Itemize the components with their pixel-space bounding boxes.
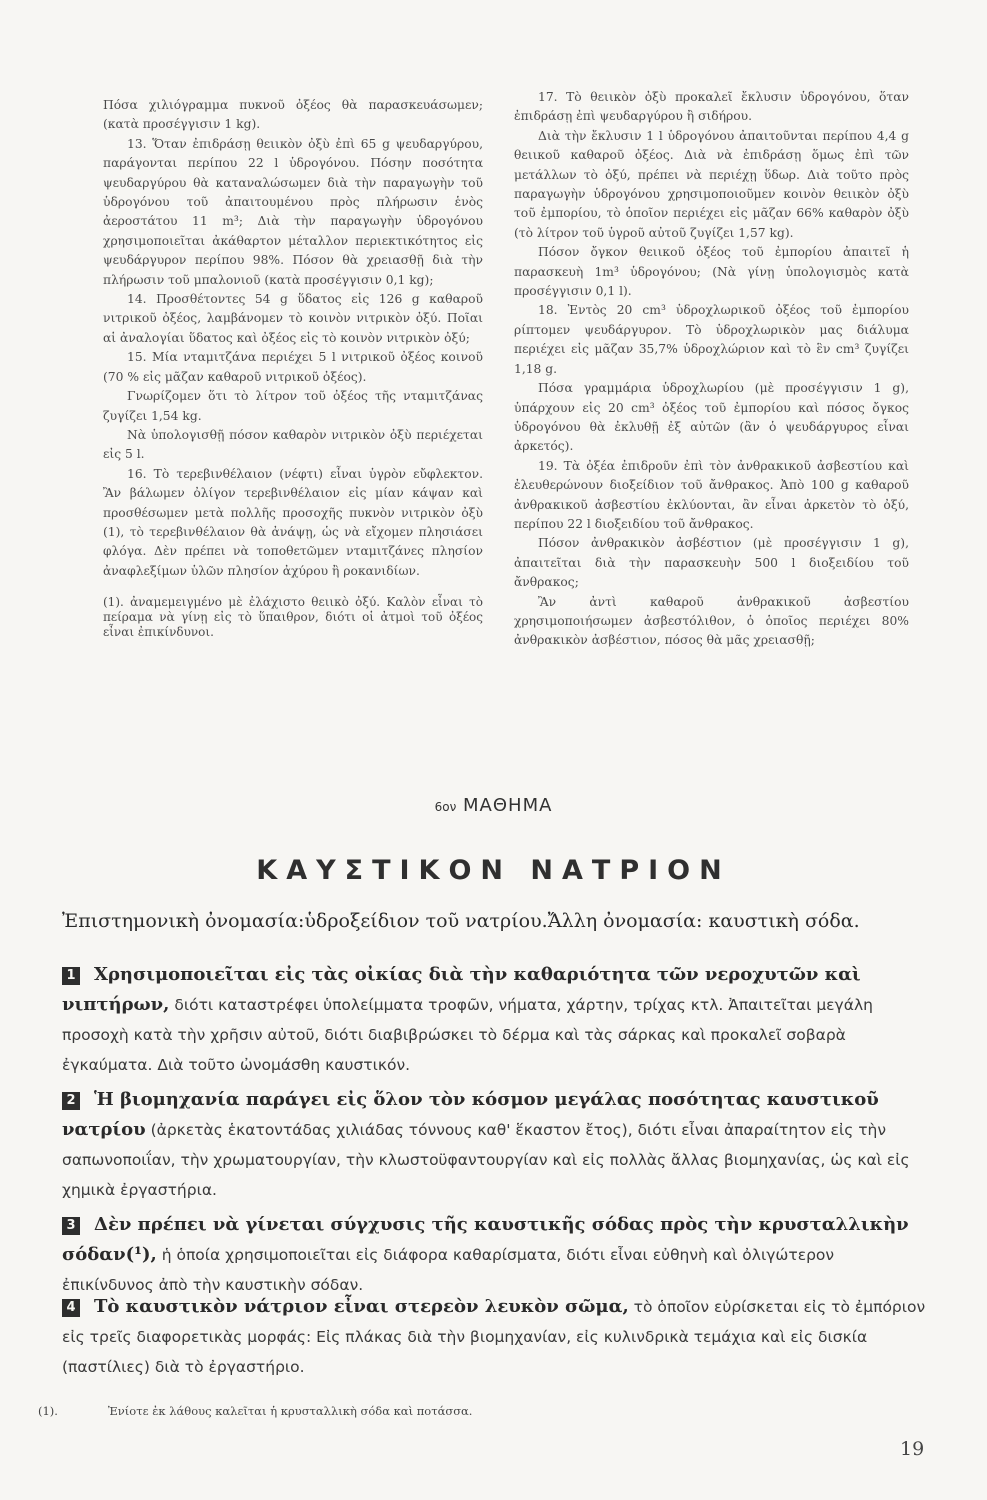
paragraph-number: 2 — [62, 1092, 80, 1110]
exercise-15: 15. Μία νταμιτζάνα περιέχει 5 l νιτρικοῦ ὀξέος κοινοῦ (70 % εἰς μᾶζαν καθαροῦ νιτρικοῦ ὀξέος). — [103, 350, 483, 384]
exercise-17: 17. Τὸ θειικὸν ὀξὺ προκαλεῖ ἔκλυσιν ὑδρογόνου, ὅταν ἐπιδράσῃ ἐπὶ ψευδαργύρου ἢ σιδήρου. — [514, 90, 909, 124]
paragraph-number: 1 — [62, 967, 80, 985]
paragraph-number: 4 — [62, 1299, 80, 1317]
exercise-text: Πόσα χιλιόγραμμα πυκνοῦ ὀξέος θὰ παρασκευάσωμεν; (κατὰ προσέγγισιν 1 kg). — [103, 98, 483, 132]
paragraph-number: 3 — [62, 1217, 80, 1235]
exercise-17-text: Διὰ τὴν ἔκλυσιν 1 l ὑδρογόνου ἀπαιτοῦνται περίπου 4,4 g θειικοῦ καθαροῦ ὀξέος. Διὰ νὰ ἐπιδράσῃ ὅμως ἐπὶ τῶν μετάλλων τὸ ὀξύ, πρέπει νὰ περιέχῃ ὕδωρ. Διὰ τοῦτο πρὸς παραγωγὴν ὑδρογόνου χρησιμοποιοῦμεν κοινὸν θειικὸν ὀξὺ τοῦ ἐμπορίου, τὸ ὁποῖον περιέχει εἰς μᾶζαν 66% καθαρὸν ὀξὺ (τὸ λίτρον τοῦ ὑγροῦ αὐτοῦ ζυγίζει 1,57 kg). — [514, 128, 909, 240]
exercise-16: 16. Τὸ τερεβινθέλαιον (νέφτι) εἶναι ὑγρὸν εὔφλεκτον. Ἂν βάλωμεν ὀλίγον τερεβινθέλαιον εἰς μίαν κάψαν καὶ προσθέσωμεν μετὰ πολλῆς προσοχῆς πυκνὸν νιτρικὸν ὀξὺ (1), τὸ τερεβινθέλαιον θὰ ἀνάψῃ, ὡς νὰ εἴχομεν πλησιάσει φλόγα. Δὲν πρέπει νὰ τοποθετῶμεν νταμιτζάνες πλησίον ἀναφλεξίμων ὑλῶν πλησίον ἀχύρου ἢ ροκανιδίων. — [103, 466, 483, 578]
paragraph-lead: Ἡ βιομηχανία παράγει εἰς ὅλον τὸν κόσμον μεγάλας ποσότητας καυστικοῦ νατρίου — [62, 1089, 879, 1140]
exercise-14: 14. Προσθέτοντες 54 g ὕδατος εἰς 126 g καθαροῦ νιτρικοῦ ὀξέος, λαμβάνομεν τὸ κοινὸν νιτρικὸν ὀξύ. Ποῖαι αἱ ἀναλογίαι ὕδατος καὶ ὀξέος εἰς τὸ κοινὸν νιτρικὸν ὀξύ; — [103, 292, 483, 345]
paragraph-4 — [62, 1292, 930, 1382]
paragraph-3 — [62, 1210, 930, 1300]
paragraph-body: διότι καταστρέφει ὑπολείμματα τροφῶν, νήματα, χάρτην, τρίχας κτλ. Ἀπαιτεῖται μεγάλη προσοχὴ κατὰ τὴν χρῆσιν αὐτοῦ, διότι διαβιβρώσκει τὸ δέρμα καὶ τὰς σάρκας καὶ προκαλεῖ σοβαρὰ ἐγκαύματα. Διὰ τοῦτο ὠνομάσθη καυστικόν. — [62, 996, 873, 1074]
footnote-text: Ἐνίοτε ἐκ λάθους καλεῖται ἡ κρυσταλλικὴ σόδα καὶ ποτάσσα. — [108, 1404, 473, 1418]
page-number: 19 — [900, 1438, 925, 1460]
exercise-15-note: Γνωρίζομεν ὅτι τὸ λίτρον τοῦ ὀξέος τῆς νταμιτζάνας ζυγίζει 1,54 kg. — [103, 389, 483, 423]
exercise-18-question: Πόσα γραμμάρια ὑδροχλωρίου (μὲ προσέγγισιν 1 g), ὑπάρχουν εἰς 20 cm³ ὀξέος τοῦ ἐμπορίου καὶ πόσος ὄγκος ὑδρογόνου θὰ ἐκλυθῇ ἐξ αὐτῶν (ἂν ὁ ψευδάργυρος εἶναι ἀρκετός). — [514, 381, 909, 454]
paragraph-lead: Δὲν πρέπει νὰ γίνεται σύγχυσις τῆς καυστικῆς σόδας πρὸς τὴν κρυσταλλικὴν σόδαν(¹), — [62, 1214, 909, 1265]
exercise-19-followup: Ἂν ἀντὶ καθαροῦ ἀνθρακικοῦ ἀσβεστίου χρησιμοποιήσωμεν ἀσβεστόλιθον, ὁ ὁποῖος περιέχει 80% ἀνθρακικὸν ἀσβέστιον, πόσος θὰ μᾶς χρειασθῇ; — [514, 594, 909, 648]
paragraph-body: ἡ ὁποία χρησιμοποιεῖται εἰς διάφορα καθαρίσματα, διότι εἶναι εὐθηνὴ καὶ ὀλιγώτερον ἐπικίνδυνος ἀπὸ τὴν καυστικὴν σόδαν. — [62, 1246, 835, 1294]
paragraph-body: (ἀρκετὰς ἑκατοντάδας χιλιάδας τόννους καθ' ἕκαστον ἔτος), διότι εἶναι ἀπαραίτητον εἰς τὴν σαπωνοποιΐαν, τὴν χρωματουργίαν, τὴν κλωστοϋφαντουργίαν καὶ εἰς πολλὰς ἄλλας βιομηχανίας, ὡς καὶ εἰς χημικὰ ἐργαστήρια. — [62, 1121, 910, 1199]
paragraph-2 — [62, 1085, 930, 1205]
exercise-19: 19. Τὰ ὀξέα ἐπιδροῦν ἐπὶ τὸν ἀνθρακικοῦ ἀσβεστίου καὶ ἐλευθερώνουν διοξείδιον τοῦ ἄνθρακος. Ἀπὸ 100 g καθαροῦ ἀνθρακικοῦ ἀσβεστίου ἐκλύονται, ἂν εἶναι ἀρκετὸν τὸ ὀξύ, περίπου 22 l διοξειδίου τοῦ ἄνθρακος. — [514, 458, 909, 531]
paragraph-body: τὸ ὁποῖον εὑρίσκεται εἰς τὸ ἐμπόριον εἰς τρεῖς διαφορετικὰς μορφάς: Εἰς πλάκας διὰ τὴν βιομηχανίαν, εἰς κυλινδρικὰ τεμάχια καὶ εἰς δισκία (παστίλιες) διὰ τὸ ἐργαστήριο. — [62, 1298, 926, 1376]
footnote-mark: (1). — [38, 1404, 58, 1418]
chapter-subtitle: Ἐπιστημονικὴ ὀνομασία:ὑδροξείδιον τοῦ νατρίου.Ἄλλη ὀνομασία: καυστικὴ σόδα. — [62, 910, 860, 932]
exercise-13: 13. Ὅταν ἐπιδράσῃ θειικὸν ὀξὺ ἐπὶ 65 g ψευδαργύρου, παράγονται περίπου 22 l ὑδρογόνου. Πόσην ποσότητα ψευδαργύρου θὰ καταναλώσωμεν διὰ τὴν παραγωγὴν τοῦ ὑδρογόνου τοῦ ἀπαιτουμένου πρὸς πλήρωσιν ἑνὸς ἀεροστάτου 11 m³; Διὰ τὴν παραγωγὴν ὑδρογόνου χρησιμοποιεῖται ἀκάθαρτον μέταλλον περιεκτικότητος εἰς ψευδάργυρον περίπου 98%. Πόσον θὰ χρειασθῇ διὰ τὴν πλήρωσιν τοῦ μπαλονιοῦ (κατὰ προσέγγισιν 0,1 kg); — [103, 136, 483, 287]
chapter-title: ΚΑΥΣΤΙΚΟΝ ΝΑΤΡΙΟΝ — [256, 855, 731, 886]
exercises-left-column — [103, 96, 483, 640]
exercise-17-question: Πόσον ὄγκον θειικοῦ ὀξέος τοῦ ἐμπορίου ἀπαιτεῖ ἡ παρασκευὴ 1m³ ὑδρογόνου; (Νὰ γίνῃ ὑπολογισμὸς κατὰ προσέγγισιν 0,1 l). — [514, 245, 909, 299]
exercise-19-question: Πόσον ἀνθρακικὸν ἀσβέστιον (μὲ προσέγγισιν 1 g), ἀπαιτεῖται διὰ τὴν παρασκευὴν 500 l διοξειδίου τοῦ ἄνθρακος; — [514, 536, 909, 590]
lesson-heading — [0, 795, 987, 816]
paragraph-1 — [62, 960, 930, 1080]
lesson-number: 6ον — [434, 800, 457, 814]
exercises-right-column — [514, 88, 909, 651]
exercise-15-question: Νὰ ὑπολογισθῇ πόσον καθαρὸν νιτρικὸν ὀξὺ περιέχεται εἰς 5 l. — [103, 427, 483, 462]
left-footnote: (1). ἀναμεμειγμένο μὲ ἐλάχιστο θειικὸ ὀξύ. Καλὸν εἶναι τὸ πείραμα νὰ γίνῃ εἰς τὸ ὕπαιθρον, διότι οἱ ἀτμοὶ τοῦ ὀξέος εἶναι ἐπικίνδυνοι. — [103, 595, 483, 640]
exercise-18: 18. Ἐντὸς 20 cm³ ὑδροχλωρικοῦ ὀξέος τοῦ ἐμπορίου ρίπτομεν ψευδάργυρον. Τὸ ὑδροχλωρικὸν μας διάλυμα περιέχει εἰς μᾶζαν 35,7% ὑδροχλώριον καὶ τὸ ἓν cm³ ζυγίζει 1,18 g. — [514, 303, 909, 376]
paragraph-lead: Τὸ καυστικὸν νάτριον εἶναι στερεὸν λευκὸν σῶμα, — [94, 1296, 629, 1317]
paragraph-lead: Χρησιμοποιεῖται εἰς τὰς οἰκίας διὰ τὴν καθαριότητα τῶν νεροχυτῶν καὶ νιπτήρων, — [62, 964, 861, 1015]
page-footnote — [38, 1404, 472, 1418]
lesson-label: ΜΑΘΗΜΑ — [463, 795, 553, 816]
